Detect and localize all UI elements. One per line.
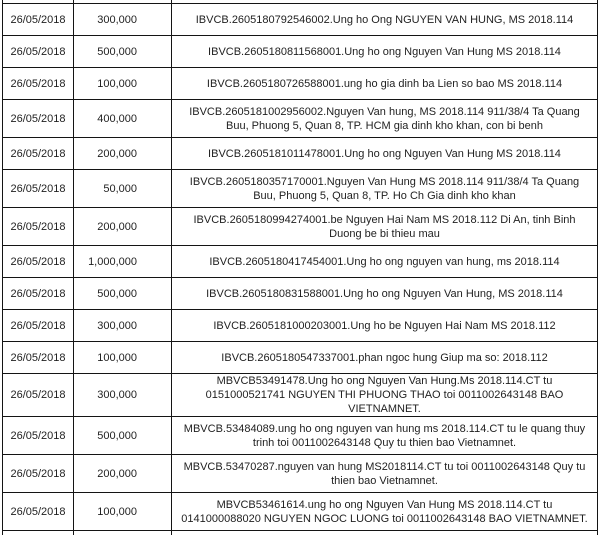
transaction-date: 26/05/2018 [10,13,66,26]
date-cell [3,493,74,531]
amount-cell [74,170,172,208]
transaction-date: 26/05/2018 [10,287,66,300]
description-cell [172,493,598,531]
transaction-date: 26/05/2018 [10,319,66,332]
transaction-date: 26/05/2018 [10,182,66,195]
transaction-date: 26/05/2018 [10,112,66,125]
transaction-description: IBVCB.2605180994274001.be Nguyen Hai Nam MS 2018.112 Di An, tinh Binh Duong be bi thieu mau [193,213,576,240]
date-cell [3,68,74,100]
transaction-description: MBVCB.53484089.ung ho ong nguyen van hung ms 2018.114.CT tu le quang thuy trinh toi 0011002643148 Quy tu thien bao Vietnamnet. [183,422,586,449]
table-row [3,246,598,278]
date-cell [3,4,74,36]
table-row-cutoff-bottom [3,531,598,535]
description-cell [172,417,598,455]
table-row [3,455,598,493]
date-cell [3,417,74,455]
transaction-amount: 500,000 [97,429,137,442]
transaction-description: IBVCB.2605180726588001.ung ho gia dinh ba Lien so bao MS 2018.114 [206,77,563,90]
table-row [3,4,598,36]
transaction-description: IBVCB.2605180357170001.Nguyen Van Hung MS 2018.114 911/38/4 Ta Quang Buu, Phuong 5, Quan 8, TP. Ho Ch Gia dinh kho khan [189,175,580,202]
transaction-description: IBVCB.2605181002956002.Nguyen Van hung, MS 2018.114 911/38/4 Ta Quang Buu, Phuong 5, Quan 8, TP. HCM gia dinh kho khan, con bi benh [189,105,580,132]
transaction-amount: 200,000 [97,220,137,233]
transaction-amount: 100,000 [97,77,137,90]
date-cell [3,455,74,493]
table-row [3,310,598,342]
transaction-date: 26/05/2018 [10,389,66,401]
transaction-date: 26/05/2018 [10,351,66,364]
description-cell [172,310,598,342]
table-row [3,68,598,100]
transaction-date: 26/05/2018 [10,147,66,160]
amount-cell [74,208,172,246]
description-cell [172,36,598,68]
date-cell [3,310,74,342]
transaction-date: 26/05/2018 [10,45,66,58]
transaction-date: 26/05/2018 [10,220,66,233]
table-row [3,342,598,374]
description-cell [172,138,598,170]
transactions-table [2,0,598,535]
date-cell [3,278,74,310]
amount-cell [74,493,172,531]
table-row [3,170,598,208]
table-row [3,36,598,68]
transaction-description: IBVCB.2605180792546002.Ung ho Ong NGUYEN VAN HUNG, MS 2018.114 [195,13,574,26]
description-cell [172,531,598,535]
date-cell [3,100,74,138]
transaction-amount: 400,000 [97,112,137,125]
amount-cell [74,342,172,374]
transactions-table-body [3,0,598,535]
transaction-amount: 300,000 [97,13,137,26]
transaction-amount: 1,000,000 [88,255,137,268]
table-row [3,417,598,455]
transaction-description: MBVCB53461614.ung ho ong Nguyen Van Hung MS 2018.114.CT tu 0141000088020 NGUYEN NGOC LUONG toi 0011002643148 BAO VIETNAMNET. [181,498,588,525]
transaction-amount: 500,000 [97,45,137,58]
amount-cell [74,278,172,310]
date-cell [3,138,74,170]
description-cell [172,68,598,100]
transaction-description: MBVCB.53470287.nguyen van hung MS2018114.CT tu toi 0011002643148 Quy tu thien bao Vietnamnet. [183,460,586,487]
transaction-description: IBVCB.2605180811568001.Ung ho ong Nguyen Van Hung MS 2018.114 [208,45,561,58]
amount-cell [74,531,172,535]
amount-cell [74,68,172,100]
description-cell [172,342,598,374]
table-row [3,278,598,310]
transaction-description: IBVCB.2605180417454001.Ung ho ong nguyen van hung, ms 2018.114 [209,255,560,268]
table-row [3,374,598,417]
transaction-amount: 100,000 [97,505,137,518]
transaction-amount: 50,000 [103,182,137,195]
date-cell [3,374,74,417]
description-cell [172,208,598,246]
transaction-date: 26/05/2018 [10,467,66,480]
amount-cell [74,455,172,493]
amount-cell [74,36,172,68]
amount-cell [74,138,172,170]
transaction-amount: 500,000 [97,287,137,300]
description-cell [172,4,598,36]
description-cell [172,170,598,208]
transaction-description: MBVCB53491478.Ung ho ong Nguyen Van Hung.Ms 2018.114.CT tu 0151000521741 NGUYEN THI PHUONG THAO toi 0011002643148 BAO VIETNAMNET. [205,375,564,415]
transaction-description: IBVCB.2605181000203001.Ung ho be Nguyen Hai Nam MS 2018.112 [213,319,556,332]
date-cell [3,342,74,374]
description-cell [172,100,598,138]
transaction-date: 26/05/2018 [10,429,66,442]
description-cell [172,278,598,310]
table-row [3,493,598,531]
date-cell [3,36,74,68]
transaction-amount: 300,000 [97,319,137,332]
table-row [3,208,598,246]
table-row [3,100,598,138]
transaction-date: 26/05/2018 [10,77,66,90]
date-cell [3,246,74,278]
transaction-description: IBVCB.2605180547337001.phan ngoc hung Giup ma so: 2018.112 [221,351,548,364]
table-row [3,138,598,170]
transaction-amount: 300,000 [97,389,137,401]
transaction-description: IBVCB.2605180831588001.Ung ho ong Nguyen Van Hung, MS 2018.114 [206,287,563,300]
amount-cell [74,100,172,138]
transaction-date: 26/05/2018 [10,505,66,518]
date-cell [3,170,74,208]
amount-cell [74,417,172,455]
transaction-amount: 100,000 [97,351,137,364]
amount-cell [74,374,172,417]
description-cell [172,374,598,417]
description-cell [172,455,598,493]
date-cell [3,531,74,535]
amount-cell [74,310,172,342]
date-cell [3,208,74,246]
amount-cell [74,4,172,36]
amount-cell [74,246,172,278]
description-cell [172,246,598,278]
transaction-amount: 200,000 [97,147,137,160]
transaction-amount: 200,000 [97,467,137,480]
transaction-description: IBVCB.2605181011478001.Ung ho ong Nguyen Van Hung MS 2018.114 [208,147,561,160]
transaction-date: 26/05/2018 [10,255,66,268]
